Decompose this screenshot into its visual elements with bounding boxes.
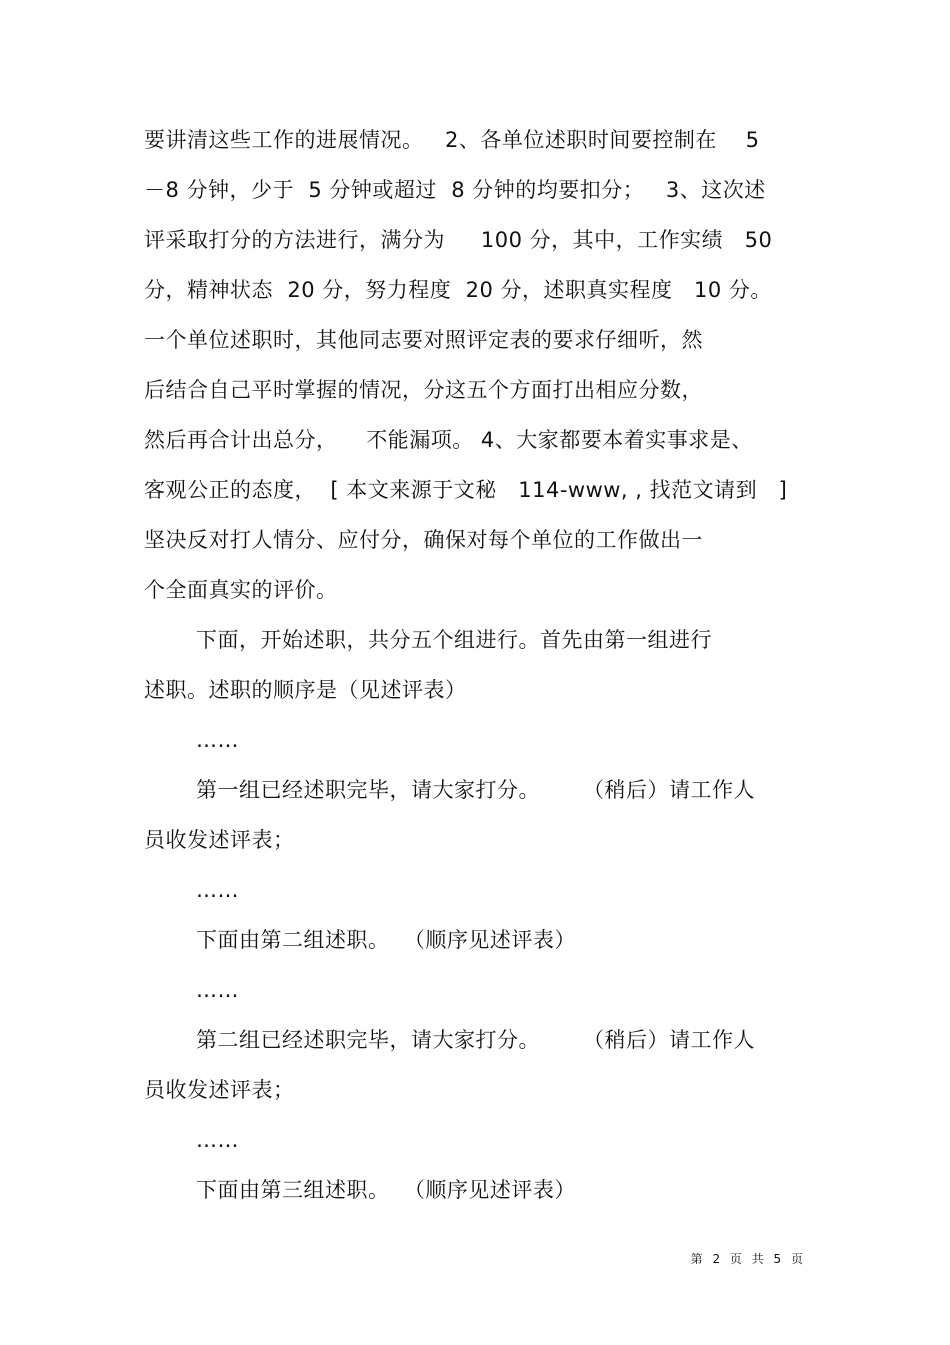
paragraph-first-line: 下面由第三组述职。 （顺序见述评表） (196, 1178, 576, 1202)
text-line: 后结合自己平时掌握的情况，分这五个方面打出相应分数， (144, 378, 703, 402)
text-line: 坚决反对打人情分、应付分，确保对每个单位的工作做出一 (144, 528, 703, 552)
paragraph-first-line: 第一组已经述职完毕，请大家打分。 （稍后）请工作人 (196, 778, 756, 802)
text-line: 客观公正的态度， [ 本文来源于文秘 114-www, , 找范文请到 ] (144, 478, 788, 502)
text-line: 评采取打分的方法进行，满分为 100 分，其中，工作实绩 50 (144, 228, 773, 252)
text-line: 员收发述评表； (144, 828, 295, 852)
text-line: －8 分钟，少于 5 分钟或超过 8 分钟的均要扣分； 3、这次述 (144, 178, 766, 202)
paragraph-first-line: 下面由第二组述职。 （顺序见述评表） (196, 928, 576, 952)
ellipsis-line: …… (196, 728, 239, 752)
ellipsis-line: …… (196, 1128, 239, 1152)
text-line: 个全面真实的评价。 (144, 578, 338, 602)
text-line: 述职。述职的顺序是（见述评表） (144, 678, 467, 702)
page-number: 第 2 页 共 5 页 (690, 1252, 806, 1266)
text-line: 要讲清这些工作的进展情况。 2、各单位述职时间要控制在 5 (144, 128, 760, 152)
ellipsis-line: …… (196, 978, 239, 1002)
ellipsis-line: …… (196, 878, 239, 902)
text-line: 员收发述评表； (144, 1078, 295, 1102)
text-line: 分，精神状态 20 分，努力程度 20 分，述职真实程度 10 分。 (144, 278, 772, 302)
text-line: 然后再合计出总分， 不能漏项。 4、大家都要本着实事求是、 (144, 428, 753, 452)
paragraph-first-line: 第二组已经述职完毕，请大家打分。 （稍后）请工作人 (196, 1028, 756, 1052)
paragraph-first-line: 下面，开始述职，共分五个组进行。首先由第一组进行 (196, 628, 712, 652)
text-line: 一个单位述职时，其他同志要对照评定表的要求仔细听，然 (144, 328, 703, 352)
